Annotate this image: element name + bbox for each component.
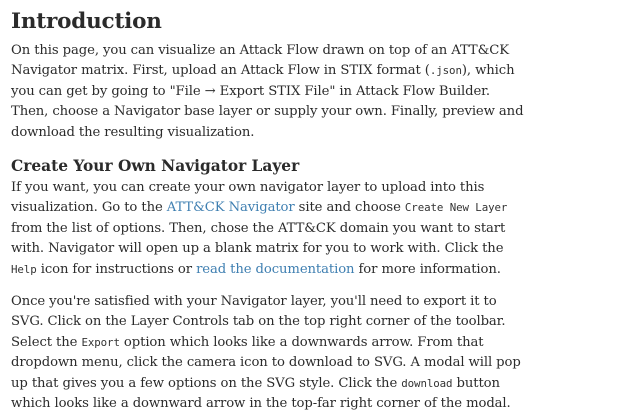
read-documentation-link[interactable]: read the documentation xyxy=(196,261,355,277)
section-heading-create-layer: Create Your Own Navigator Layer xyxy=(11,157,300,176)
export-text-3: button which looks like a downward arrow in the top-far right corner of the modal. xyxy=(11,375,511,412)
main-content xyxy=(11,6,531,415)
create-layer-text-2: site and choose xyxy=(294,200,405,216)
create-layer-text-4: icon for instructions or xyxy=(36,261,197,277)
download-code: download xyxy=(401,376,453,390)
attack-navigator-link[interactable]: ATT&CK Navigator xyxy=(166,200,295,216)
intro-paragraph xyxy=(11,41,531,143)
export-code: Export xyxy=(81,335,120,349)
json-extension-code: .json xyxy=(429,64,462,78)
export-svg-paragraph xyxy=(11,292,531,414)
export-text-2: option which looks like a downwards arrow. From that dropdown menu, click the camera icon to download to SVG. A modal will pop up that gives you a few options on the SVG style. Click the xyxy=(11,334,521,391)
export-text-1: Once you're satisfied with your Navigator layer, you'll need to export it to SVG. Click on the Layer Controls tab on the top right corner of the toolbar. Select the xyxy=(11,294,506,350)
create-layer-paragraph xyxy=(11,178,531,280)
create-new-layer-code: Create New Layer xyxy=(404,201,508,215)
create-layer-text-1: If you want, you can create your own navigator layer to upload into this visualization. Go to the xyxy=(11,180,485,216)
intro-text-1: On this page, you can visualize an Attack Flow drawn on top of an ATT&CK Navigator matrix. First, upload an Attack Flow in STIX format ( xyxy=(11,43,509,79)
intro-text-2: ), which you can get by going to "File → Export STIX File" in Attack Flow Builder. Then, choose a Navigator base layer or supply your own. Finally, preview and download the resulting visualization. xyxy=(11,63,524,140)
help-code: Help xyxy=(11,262,37,276)
create-layer-text-5: for more information. xyxy=(354,261,501,277)
page-title: Introduction xyxy=(11,9,162,34)
create-layer-text-3: from the list of options. Then, chose the ATT&CK domain you want to start with. Navigator will open up a blank matrix for you to work with. Click the xyxy=(11,220,506,257)
